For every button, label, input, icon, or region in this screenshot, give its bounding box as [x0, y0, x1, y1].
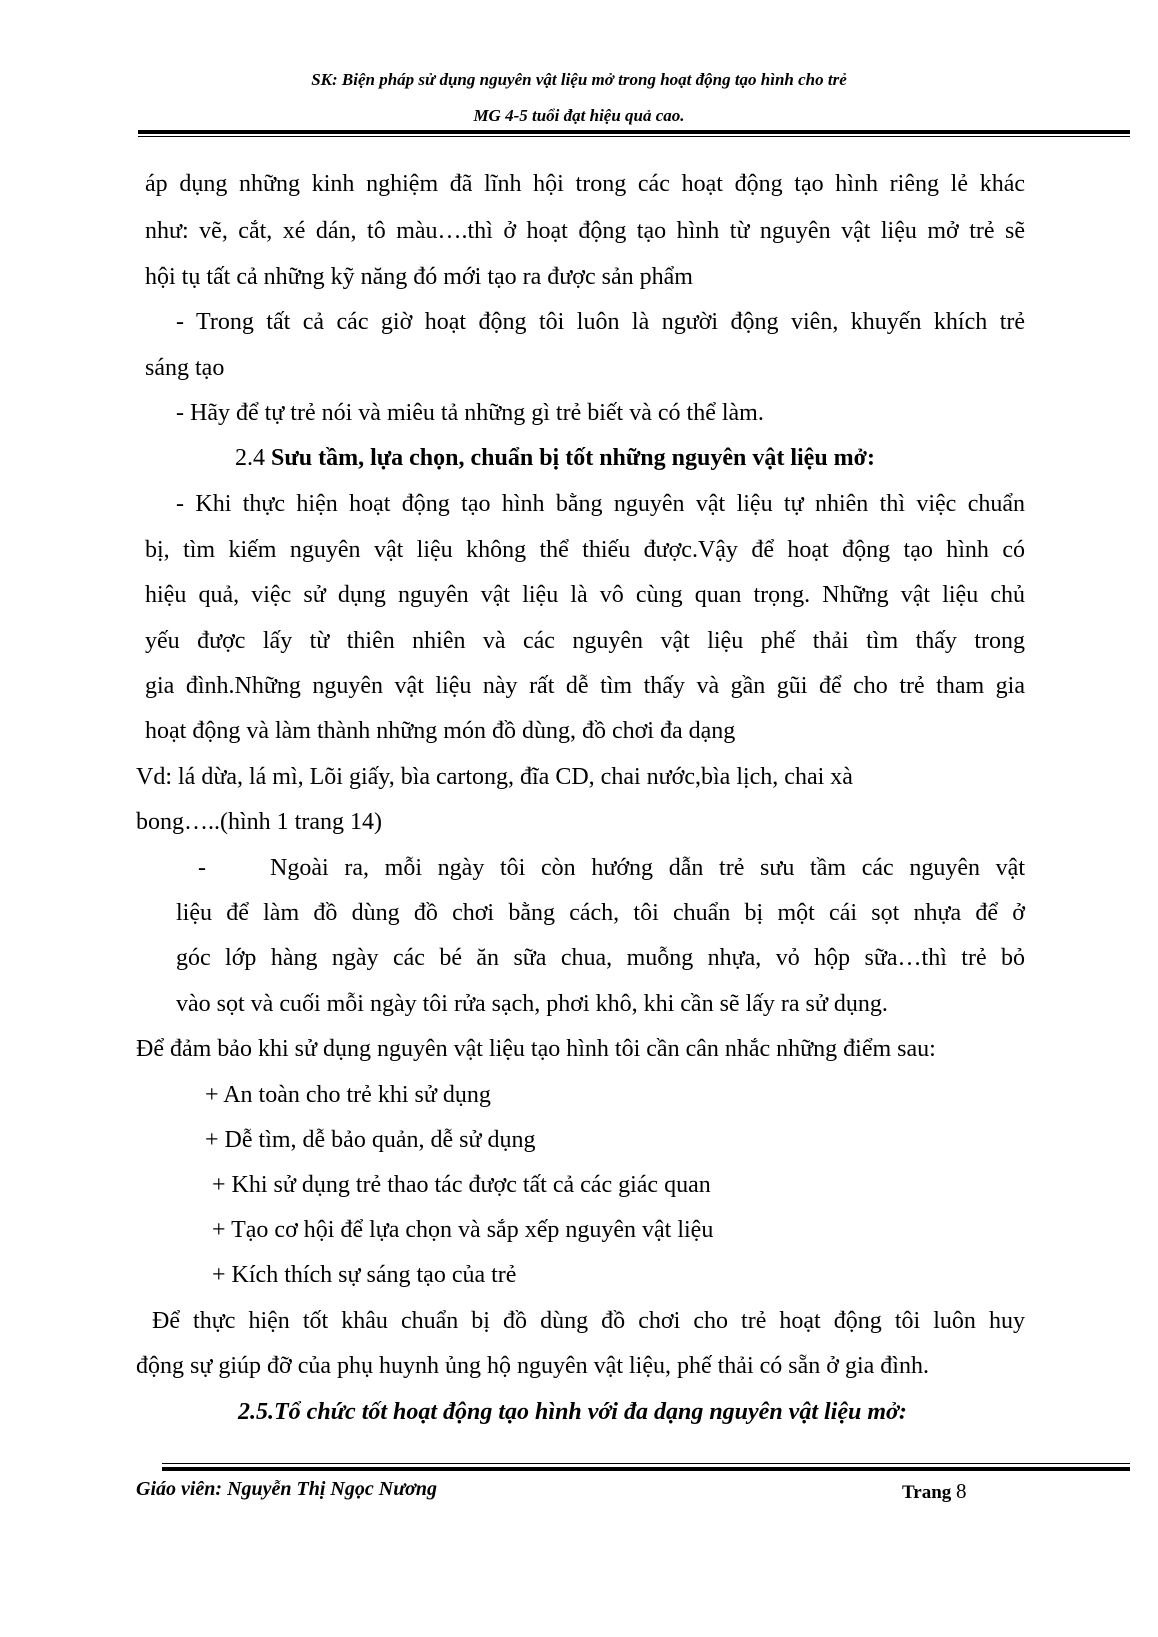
footer-divider-thin	[162, 1463, 1130, 1464]
footer-teacher-name: Giáo viên: Nguyễn Thị Ngọc Nương	[136, 1478, 438, 1500]
bullet-line: vào sọt và cuối mỗi ngày tôi rửa sạch, phơi khô, khi cần sẽ lấy ra sử dụng.	[176, 991, 888, 1017]
bullet-line: Ngoài ra, mỗi ngày tôi còn hướng dẫn trẻ sưu tầm các nguyên vật	[270, 855, 1025, 881]
section-heading-2-5: 2.5.Tổ chức tốt hoạt động tạo hình với đa dạng nguyên vật liệu mở:	[238, 1399, 907, 1425]
point-item: + Khi sử dụng trẻ thao tác được tất cả các giác quan	[212, 1172, 711, 1198]
body-paragraph-line: áp dụng những kinh nghiệm đã lĩnh hội trong các hoạt động tạo hình riêng lẻ khác	[145, 171, 1025, 197]
footer-divider-thick	[162, 1467, 1130, 1471]
bullet-line: sáng tạo	[145, 355, 225, 381]
bullet-line: - Trong tất cả các giờ hoạt động tôi luôn là người động viên, khuyến khích trẻ	[176, 309, 1025, 335]
header-divider-thick	[138, 130, 1130, 134]
bullet-line: góc lớp hàng ngày các bé ăn sữa chua, muỗng nhựa, vỏ hộp sữa…thì trẻ bỏ	[176, 945, 1025, 971]
section-heading-2-4	[235, 446, 875, 470]
page-label: Trang	[902, 1482, 952, 1503]
point-item: + Tạo cơ hội để lựa chọn và sắp xếp nguyên vật liệu	[212, 1217, 714, 1243]
bullet-dash: -	[198, 855, 206, 881]
bullet-line: liệu để làm đồ dùng đồ chơi bằng cách, tôi chuẩn bị một cái sọt nhựa để ở	[176, 900, 1025, 926]
header-title-line-1: SK: Biện pháp sử dụng nguyên vật liệu mở trong hoạt động tạo hình cho trẻ	[311, 70, 847, 89]
body-paragraph-line: Để thực hiện tốt khâu chuẩn bị đồ dùng đồ chơi cho trẻ hoạt động tôi luôn huy	[152, 1308, 1025, 1334]
example-line: Vd: lá dừa, lá mì, Lõi giấy, bìa cartong, đĩa CD, chai nước,bìa lịch, chai xà	[136, 764, 853, 790]
bullet-line: hoạt động và làm thành những món đồ dùng, đồ chơi đa dạng	[145, 718, 736, 744]
bullet-line: - Hãy để tự trẻ nói và miêu tả những gì trẻ biết và có thể làm.	[176, 400, 764, 426]
section-number: 2.4	[235, 445, 265, 471]
example-line: bong…..(hình 1 trang 14)	[136, 809, 382, 835]
bullet-line: - Khi thực hiện hoạt động tạo hình bằng nguyên vật liệu tự nhiên thì việc chuẩn	[176, 491, 1025, 517]
section-title: Sưu tầm, lựa chọn, chuẩn bị tốt những nguyên vật liệu mở:	[271, 445, 875, 471]
bullet-line: hiệu quả, việc sử dụng nguyên vật liệu là vô cùng quan trọng. Những vật liệu chủ	[145, 582, 1025, 608]
page-number: 8	[956, 1479, 967, 1503]
point-item: + Kích thích sự sáng tạo của trẻ	[212, 1262, 517, 1288]
bullet-line: yếu được lấy từ thiên nhiên và các nguyên vật liệu phế thải tìm thấy trong	[145, 628, 1025, 654]
body-paragraph-line: như: vẽ, cắt, xé dán, tô màu….thì ở hoạt động tạo hình từ nguyên vật liệu mở trẻ sẽ	[145, 218, 1025, 244]
point-item: + An toàn cho trẻ khi sử dụng	[205, 1082, 491, 1108]
body-paragraph-line: động sự giúp đỡ của phụ huynh ủng hộ nguyên vật liệu, phế thải có sẵn ở gia đình.	[136, 1353, 929, 1379]
header-title-line-2: MG 4-5 tuổi đạt hiệu quả cao.	[473, 106, 685, 125]
footer-page-indicator	[902, 1479, 967, 1504]
header-divider-thin	[138, 136, 1130, 137]
bullet-line: gia đình.Những nguyên vật liệu này rất dễ tìm thấy và gần gũi để cho trẻ tham gia	[145, 673, 1025, 699]
body-paragraph-line: hội tụ tất cả những kỹ năng đó mới tạo ra được sản phẩm	[145, 264, 693, 290]
bullet-line: bị, tìm kiếm nguyên vật liệu không thể thiếu được.Vậy để hoạt động tạo hình có	[145, 537, 1025, 563]
point-item: + Dễ tìm, dễ bảo quản, dễ sử dụng	[205, 1127, 536, 1153]
points-intro: Để đảm bảo khi sử dụng nguyên vật liệu tạo hình tôi cần cân nhắc những điểm sau:	[136, 1036, 936, 1062]
